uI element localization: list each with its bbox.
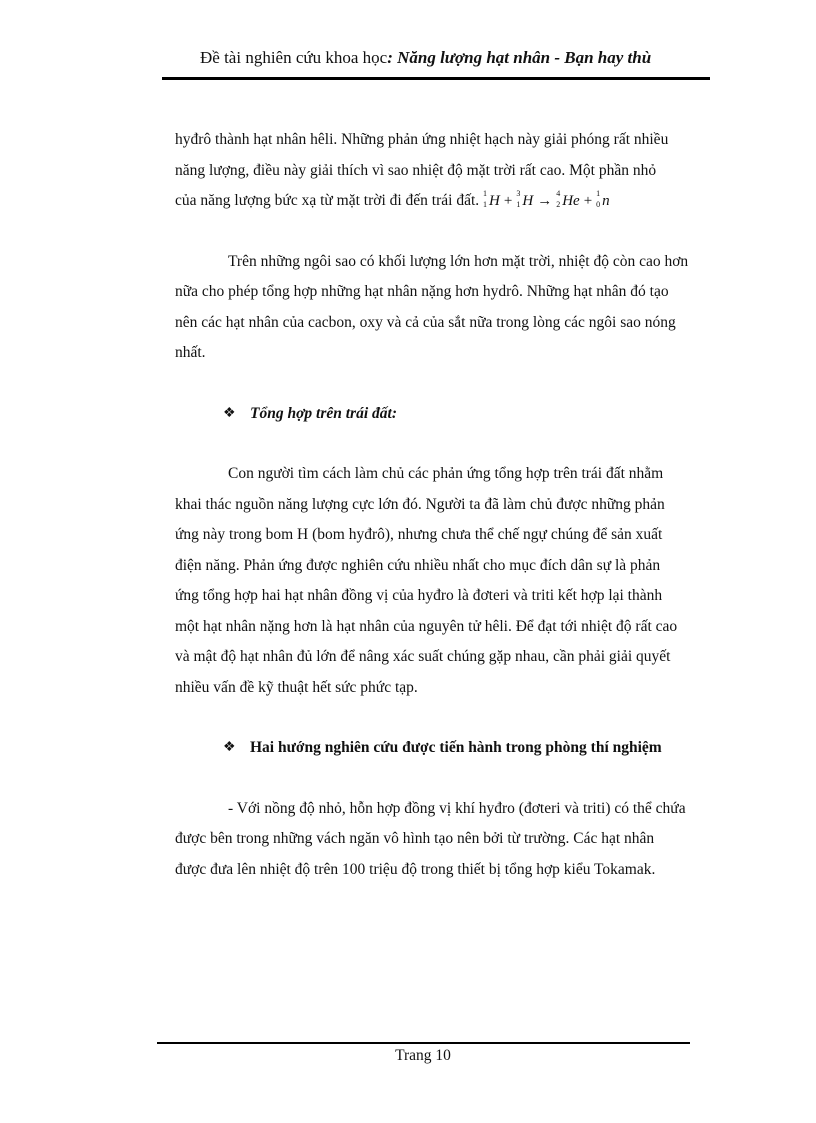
nuclide-h1: 1 1 H <box>483 189 500 209</box>
text-line: nên các hạt nhân của cacbon, oxy và cả của sắt nữa trong lòng các ngôi sao nóng <box>175 313 676 331</box>
page-number: Trang 10 <box>395 1047 451 1064</box>
page-body <box>175 125 695 885</box>
text-line: một hạt nhân nặng hơn là hạt nhân của nguyên tử hêli. Để đạt tới nhiệt độ rất cao <box>175 617 678 635</box>
text-line: năng lượng, điều này giải thích vì sao nhiệt độ mặt trời rất cao. Một phần nhỏ <box>175 161 657 179</box>
nuclide-neutron: 1 0 n <box>596 189 610 209</box>
text-line: nữa cho phép tổng hợp những hạt nhân nặng hơn hydrô. Những hạt nhân đó tạo <box>175 283 669 300</box>
reaction-arrow: → <box>537 193 553 209</box>
text-line: khai thác nguồn năng lượng cực lớn đó. Người ta đã làm chủ được những phản <box>175 495 665 513</box>
header-divider <box>162 77 710 80</box>
diamond-bullet-icon: ❖ <box>223 405 236 421</box>
text-line: ứng này trong bom H (bom hyđrô), nhưng chưa thể chế ngự chúng để sản xuất <box>175 526 663 543</box>
text-line: Con người tìm cách làm chủ các phản ứng tổng hợp trên trái đất nhằm <box>228 465 664 482</box>
fusion-equation <box>483 189 610 209</box>
text-line: được bên trong những vách ngăn vô hình tạo nên bởi từ trường. Các hạt nhân <box>175 830 655 847</box>
section-heading-earth-fusion <box>175 399 695 430</box>
plus-sign: + <box>583 193 593 209</box>
paragraph-2 <box>175 247 695 369</box>
paragraph-3 <box>175 459 695 703</box>
plus-sign: + <box>503 193 513 209</box>
header-title <box>200 48 651 68</box>
text-line: Trên những ngôi sao có khối lượng lớn hơn mặt trời, nhiệt độ còn cao hơn <box>228 252 689 270</box>
text-line: - Với nồng độ nhỏ, hỗn hợp đồng vị khí hyđro (đơteri và triti) có thể chứa <box>228 799 686 817</box>
paragraph-1 <box>175 125 695 217</box>
text-line: ứng tổng hợp hai hạt nhân đồng vị của hyđro là đơteri và triti kết hợp lại thành <box>175 587 663 604</box>
text-line: điện năng. Phản ứng được nghiên cứu nhiều nhất cho mục đích dân sự là phản <box>175 556 661 574</box>
text-line <box>175 186 695 217</box>
text-line: hyđrô thành hạt nhân hêli. Những phản ứng nhiệt hạch này giải phóng rất nhiều <box>175 131 669 148</box>
heading-text: Tổng hợp trên trái đất: <box>250 404 397 422</box>
text-line: và mật độ hạt nhân đủ lớn để nâng xác suất chúng gặp nhau, cần phải giải quyết <box>175 648 671 665</box>
paragraph-4 <box>175 794 695 886</box>
diamond-bullet-icon: ❖ <box>223 740 236 755</box>
footer-divider <box>157 1042 690 1044</box>
header-prefix: Đề tài nghiên cứu khoa học <box>200 48 388 67</box>
page-header <box>162 44 710 80</box>
nuclide-h3: 3 1 H <box>516 189 534 209</box>
heading-text: Hai hướng nghiên cứu được tiến hành trong phòng thí nghiệm <box>250 739 662 756</box>
section-heading-lab-research <box>175 733 695 764</box>
header-topic: : Năng lượng hạt nhân - Bạn hay thù <box>387 48 652 67</box>
text-segment: của năng lượng bức xạ từ mặt trời đi đến trái đất. <box>175 192 480 209</box>
text-line: nhất. <box>175 344 206 361</box>
text-line: nhiều vấn đề kỹ thuật hết sức phức tạp. <box>175 678 418 696</box>
nuclide-he4: 4 2 He <box>556 189 580 209</box>
text-line: được đưa lên nhiệt độ trên 100 triệu độ trong thiết bị tổng hợp kiểu Tokamak. <box>175 860 656 878</box>
